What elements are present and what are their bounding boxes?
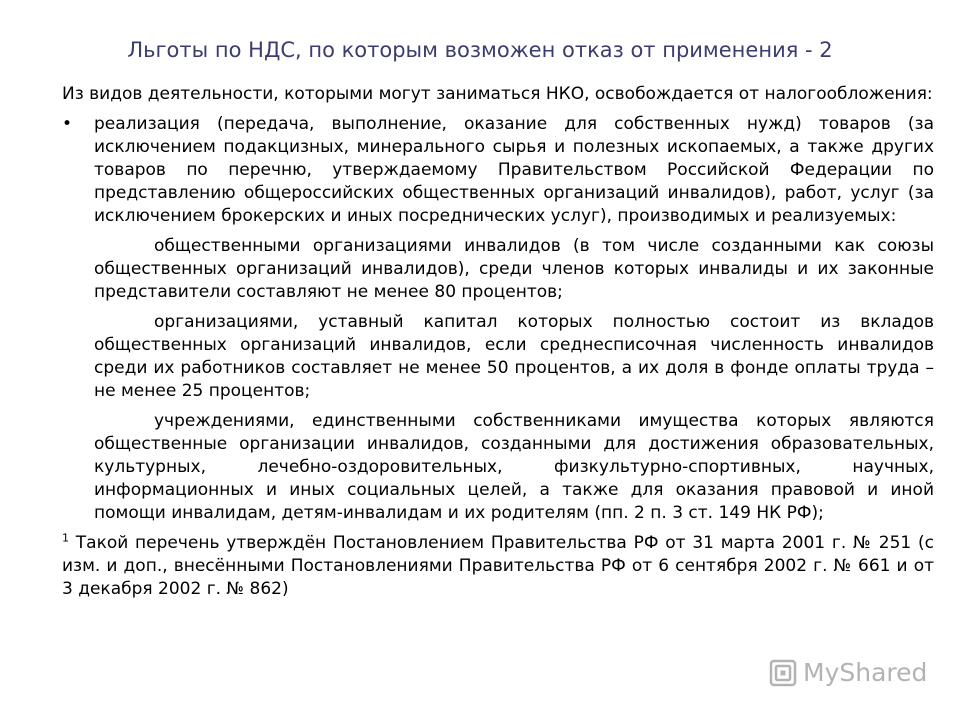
sub-item-capital-orgs: организациями, уставный капитал которых полностью состоит из вкладов общественных организаций инвалидов, если среднесписочная численность инвалидов среди их работников составляет не менее 50 процентов, а их доля в фонде оплаты труда – не менее 25 процентов; (94, 312, 934, 401)
watermark-text: MyShared (803, 658, 928, 687)
myshared-logo-icon (769, 659, 797, 687)
intro-paragraph: Из видов деятельности, которыми могут заниматься НКО, освобождается от налогообложения: (62, 84, 933, 104)
footnote-marker: 1 (62, 531, 69, 545)
sub-item-disabled-orgs: общественными организациями инвалидов (в том числе созданными как союзы общественных организаций инвалидов), среди членов которых инвалиды и их законные представители составляют не менее 80 процентов; (94, 236, 934, 302)
footnote (62, 532, 934, 601)
bullet-item (62, 113, 934, 228)
slide-title: Льготы по НДС, по которым возможен отказ от применения - 2 (127, 38, 833, 62)
slide-body (62, 83, 934, 601)
footnote-text: Такой перечень утверждён Постановлением Правительства РФ от 31 марта 2001 г. № 251 (с изм. и доп., внесёнными Постановлениями Правительства РФ от 6 сентября 2002 г. № 661 и от 3 декабря 2002 г. № 862) (62, 533, 934, 599)
bullet-marker: • (62, 114, 73, 134)
bullet-text: реализация (передача, выполнение, оказание для собственных нужд) товаров (за исключением подакцизных, минерального сырья и полезных ископаемых, а также других товаров по перечню, утверждаемому Правительством Российской Федерации по представлению общероссийских общественных организаций инвалидов), работ, услуг (за исключением брокерских и иных посреднических услуг), производимых и реализуемых: (94, 114, 934, 226)
sub-item-institutions: учреждениями, единственными собственниками имущества которых являются общественные организации инвалидов, созданными для достижения образовательных, культурных, лечебно-оздоровительных, физкультурно-спортивных, научных, информационных и иных социальных целей, а также для оказания правовой и иной помощи инвалидам, детям-инвалидам и их родителям (пп. 2 п. 3 ст. 149 НК РФ); (94, 411, 934, 523)
watermark (769, 658, 927, 687)
